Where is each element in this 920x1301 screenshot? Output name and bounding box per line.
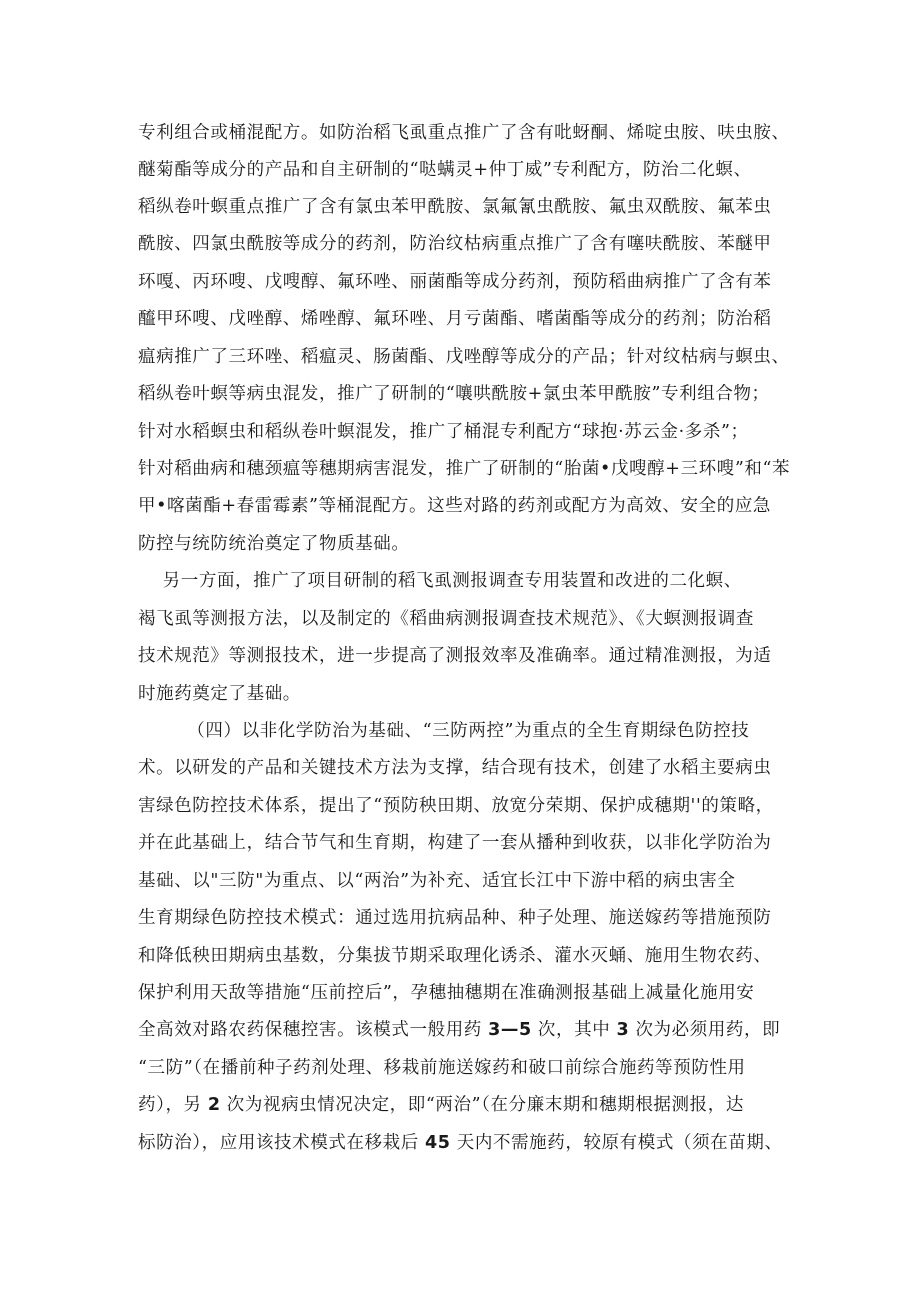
text-line: 时施药奠定了基础。 (138, 684, 301, 704)
text-line: 醚菊酯等成分的产品和自主研制的“哒螨灵+仲丁威”专利配方，防治二化螟、 (138, 160, 752, 180)
text-line: 并在此基础上，结合节气和生育期，构建了一套从播种到收获，以非化学防治为 (138, 833, 772, 853)
text-line: 针对水稻螟虫和稻纵卷叶螟混发，推广了桶混专利配方“球抱·苏云金·多杀”； (138, 422, 749, 442)
number-value: 3 (616, 1020, 630, 1040)
text-line: 稻纵卷叶螟等病虫混发，推广了研制的“嚷哄酰胺+氯虫苯甲酰胺”专利组合物； (138, 384, 770, 404)
number-value: 3—5 (488, 1020, 532, 1040)
text-line: 害绿色防控技术体系，提出了“预防秧田期、放宽分荣期、保护成穗期''的策略， (138, 796, 774, 816)
text-line: 技术规范》等测报技术，进一步提高了测报效率及准确率。通过精准测报，为适 (138, 646, 772, 666)
text-run: 标防治），应用该技术模式在移栽后 (138, 1133, 419, 1153)
text-line: 甲•喀菌酯+春雷霉素”等桶混配方。这些对路的药剂或配方为高效、安全的应急 (138, 496, 772, 516)
text-line: （四）以非化学防治为基础、“三防两控”为重点的全生育期绿色防控技 (138, 721, 750, 741)
text-run: 全高效对路农药保穗控害。该模式一般用药 (138, 1020, 482, 1040)
number-value: 45 (425, 1133, 451, 1153)
text-line: 另一方面，推广了项目研制的稻飞虱测报调查专用装置和改进的二化螟、 (138, 571, 742, 591)
text-line: 基础、以"三防"为重点、以“两治”为补充、适宜长江中下游中稻的病虫害全 (138, 871, 736, 891)
text-line (138, 1093, 744, 1117)
text-run: 次为视病虫情况决定，即“两治”（在分廉末期和穗期根据测报，达 (226, 1095, 744, 1115)
text-line: 生育期绿色防控技术模式：通过选用抗病品种、种子处理、施送嫁药等措施预防 (138, 908, 772, 928)
text-line (138, 1018, 780, 1042)
text-line: 和降低秧田期病虫基数，分集拔节期采取理化诱杀、灌水灭蛹、施用生物农药、 (138, 946, 772, 966)
text-run: 天内不需施药，较原有模式（须在苗期、 (456, 1133, 783, 1153)
text-line: “三防”（在播前种子药剂处理、移栽前施送嫁药和破口前综合施药等预防性用 (138, 1058, 746, 1078)
text-run: 药），另 (138, 1095, 202, 1115)
text-line: 稻纵卷叶螟重点推广了含有氯虫苯甲酰胺、氯氟氰虫酰胺、氟虫双酰胺、氟苯虫 (138, 197, 772, 217)
text-line: 专利组合或桶混配方。如防治稻飞虱重点推广了含有吡蚜酮、烯啶虫胺、呋虫胺、 (138, 123, 790, 143)
text-run: 次为必须用药，即 (635, 1020, 781, 1040)
text-line: 针对稻曲病和穗颈瘟等穗期病害混发，推广了研制的“胎菌•戊嗖醇+三环嗖”和“苯 (138, 459, 791, 479)
text-line: 环嘎、丙环嗖、戊嗖醇、氟环唑、丽菌酯等成分药剂，预防稻曲病推广了含有苯 (138, 272, 772, 292)
text-line: 酰胺、四氯虫酰胺等成分的药剂，防治纹枯病重点推广了含有噻呋酰胺、苯醚甲 (138, 234, 772, 254)
text-line: 防控与统防统治奠定了物质基础。 (138, 534, 410, 554)
text-line: 醯甲环嗖、戊唑醇、烯唑醇、氟环唑、月亏菌酯、嗜菌酯等成分的药剂；防治稻 (138, 309, 772, 329)
text-line: 瘟病推广了三环唑、稻瘟灵、肠菌酯、戊唑醇等成分的产品；针对纹枯病与螟虫、 (138, 347, 790, 367)
text-line (138, 1131, 783, 1155)
number-value: 2 (207, 1095, 221, 1115)
text-line: 褐飞虱等测报方法，以及制定的《稻曲病测报调查技术规范》、《大螟测报调查 (138, 609, 754, 629)
text-line: 保护利用天敌等措施“压前控后”，孕穗抽穗期在准确测报基础上减量化施用安 (138, 983, 755, 1003)
text-line: 术。以研发的产品和关键技术方法为支撑，结合现有技术，创建了水稻主要病虫 (138, 758, 772, 778)
text-run: 次，其中 (537, 1020, 611, 1040)
